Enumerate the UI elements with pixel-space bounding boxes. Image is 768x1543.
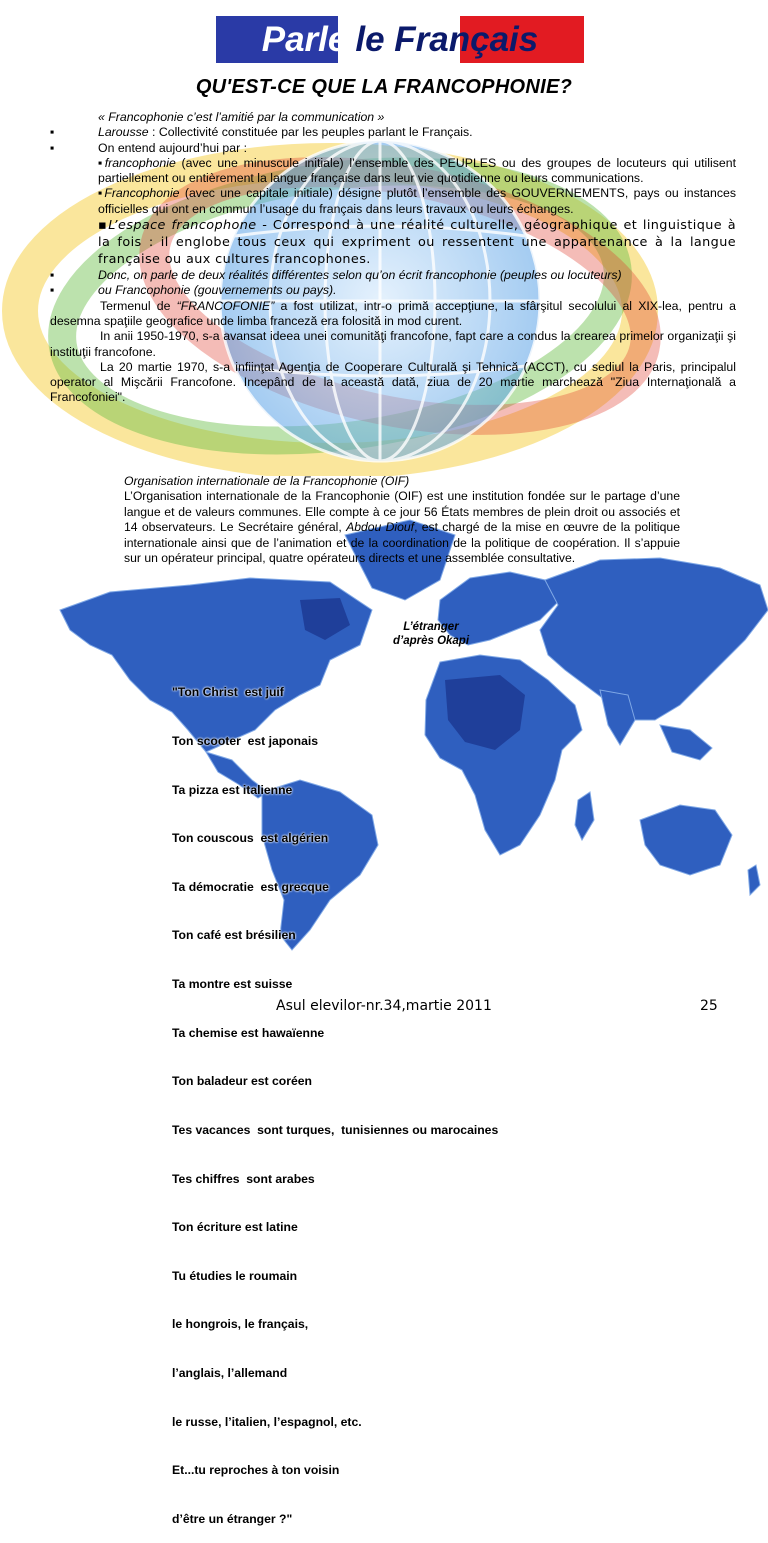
- larousse-definition: : Collectivité constituée par les peuples parlant le Français.: [148, 125, 473, 140]
- oif-text-a: L’Organisation internationale de la Francophonie (OIF) est une institution fondée sur le partage d’une langue et de valeurs communes. Elle compte à ce jour 56 États membres de plein droit ou associés et 14 observateurs. Le Secrétaire général,: [124, 489, 680, 535]
- paragraph-term: [50, 299, 736, 330]
- poem-line: Tes vacances sont turques, tunisiennes ou marocaines: [172, 1122, 499, 1137]
- definition-1: ▪francophonie (avec une minuscule initiale) l’ensemble des PEUPLES ou des groupes de locuteurs qui utilisent partiellement ou entièrement la langue française dans leur vie quotidienne ou leurs communications.: [98, 155, 736, 186]
- poem-text: [172, 652, 498, 1543]
- intro-text: [50, 110, 736, 406]
- poem-line: l’anglais, l’allemand: [172, 1365, 288, 1380]
- definition-3: ▪L’espace francophone - Correspond à une réalité culturelle, géographique et linguistique à la fois : il englobe tous ceux qui expriment ou ressentent une appartenance à la langue française ou aux cultures francophones.: [98, 218, 736, 268]
- poem-line: Ton écriture est latine: [172, 1220, 298, 1235]
- poem-line: Ta montre est suisse: [172, 977, 293, 992]
- def2-term: Francophonie: [104, 186, 180, 201]
- def3-term: L’espace francophone: [108, 218, 257, 234]
- map-asia: [540, 558, 768, 720]
- poem-line: Ton café est brésilien: [172, 928, 296, 943]
- poem-line: d’être un étranger ?": [172, 1511, 293, 1526]
- footer-issue: Asul elevilor-nr.34,martie 2011: [276, 998, 492, 1014]
- paragraph-1950: In anii 1950-1970, s-a avansat ideea unei comunităţi francofone, fapt care a condus la crearea primelor organizaţii şi instituţii francofone.: [50, 329, 736, 359]
- map-australia: [640, 805, 732, 875]
- or-francophonie-text: ou Francophonie (gouvernements ou pays).: [98, 283, 337, 298]
- poem-line: "Ton Christ est juif: [172, 685, 284, 700]
- oif-secretary-name: Abdou Diouf: [346, 520, 415, 535]
- poem-line: Ta chemise est hawaïenne: [172, 1025, 325, 1040]
- oif-section: [124, 474, 680, 566]
- poem-heading: [380, 620, 482, 648]
- para1-a: Termenul de: [100, 298, 177, 313]
- poem-line: Ta démocratie est grecque: [172, 879, 329, 894]
- poem-line: Ton baladeur est coréen: [172, 1074, 312, 1089]
- poem-title: L’étranger: [403, 621, 459, 633]
- def3-text: - Correspond à une réalité culturelle, géographique et linguistique à la fois : il englobe tous ceux qui expriment ou ressentent une appartenance à la langue française ou aux cultures francophones.: [98, 218, 736, 268]
- def1-text: (avec une minuscule initiale) l’ensemble des PEUPLES ou des groupes de locuteurs qui utilisent partiellement ou entièrement la langue française dans leur vie quotidienne ou leurs communications.: [98, 155, 736, 186]
- map-southeast-asia: [660, 725, 712, 760]
- para1-term: “FRANCOFONIE”: [176, 298, 275, 313]
- oif-heading: Organisation internationale de la Francophonie (OIF): [124, 474, 410, 488]
- bullet-larousse: ▪ Larousse : Collectivité constituée par les peuples parlant le Français.: [50, 125, 473, 140]
- oif-text-b: , est chargé de la mise en œuvre de la politique internationale ainsi que de l’animation et de la coordination de la politique de coopération. Il s’appuie sur un opérateur principal, quatre opérateurs directs et une assemblée consultative.: [124, 520, 680, 566]
- poem-source: d’après Okapi: [392, 635, 470, 647]
- paragraph-1970: La 20 martie 1970, s-a infiinţat Agenţia de Cooperare Culturală şi Tehnică (ACCT), cu sediul la Paris, principalul operator al Mişcării Francofone. Incepând de la această dată, ziua de 20 martie marchează "Ziua Internaţională a Francofoniei".: [50, 359, 736, 405]
- poem-line: Ton couscous est algérien: [172, 831, 329, 846]
- poem-line: le russe, l’italien, l’espagnol, etc.: [172, 1414, 362, 1429]
- poem-line: Et...tu reproches à ton voisin: [172, 1463, 340, 1478]
- poem-line: Ta pizza est italienne: [172, 782, 293, 797]
- today-intro: On entend aujourd’hui par :: [98, 140, 248, 155]
- def2-text: (avec une capitale initiale) désigne plutôt l’ensemble des GOUVERNEMENTS, pays ou instances officielles qui ont en commun l’usage du français dans leurs travaux ou leurs échanges.: [98, 186, 736, 216]
- def1-term: francophonie: [104, 155, 176, 170]
- larousse-term: Larousse: [98, 125, 149, 140]
- para1-b: a fost utilizat, intr-o primă accepţiune, la sfârşitul secolului al XIX-lea, pentru a desemna spaţiile geografice unde limba franceză era folosită in mod curent.: [50, 298, 736, 328]
- poem-line: Tes chiffres sont arabes: [172, 1171, 315, 1186]
- bullet-today: ▪ On entend aujourd’hui par :: [50, 140, 248, 155]
- two-realities-text: Donc, on parle de deux réalités différentes selon qu’on écrit francophonie (peuples ou locuteurs): [98, 268, 622, 283]
- map-madagascar: [575, 792, 594, 840]
- banner-title: [216, 16, 584, 63]
- page-title: QU'EST-CE QUE LA FRANCOPHONIE?: [195, 76, 573, 98]
- banner-word-2: le Français: [355, 19, 539, 59]
- bullet-two-realities: ▪ Donc, on parle de deux réalités différentes selon qu’on écrit francophonie (peuples ou locuteurs): [50, 268, 622, 283]
- intro-quote: « Francophonie c’est l’amitié par la communication »: [98, 110, 385, 124]
- definition-2: ▪Francophonie (avec une capitale initiale) désigne plutôt l’ensemble des GOUVERNEMENTS, pays ou instances officielles qui ont en commun l’usage du français dans leurs travaux ou leurs échanges.: [98, 186, 736, 216]
- poem-line: Ton scooter est japonais: [172, 734, 319, 749]
- poem-line: Tu étudies le roumain: [172, 1268, 298, 1283]
- poem-line: le hongrois, le français,: [172, 1317, 309, 1332]
- page-number: 25: [700, 998, 718, 1014]
- banner-word-1: Parle: [261, 19, 348, 59]
- map-new-zealand: [748, 865, 760, 895]
- bullet-or-francophonie: ▪ ou Francophonie (gouvernements ou pays).: [50, 283, 337, 298]
- oif-text: [124, 489, 680, 566]
